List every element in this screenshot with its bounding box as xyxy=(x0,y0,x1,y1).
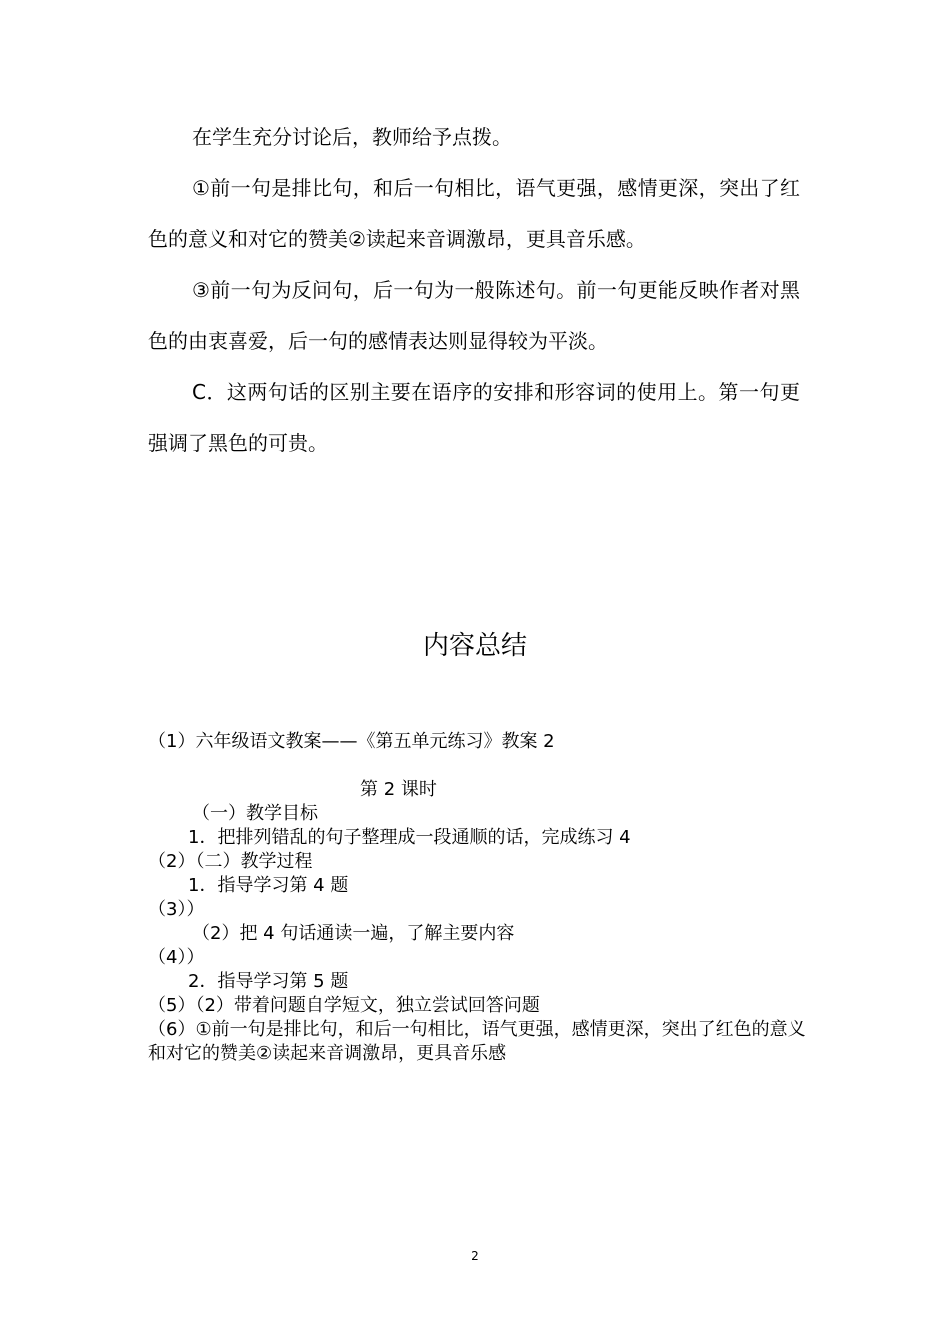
summary-line: （2）（二）教学过程 xyxy=(148,851,313,872)
summary-line: （4）） xyxy=(148,947,205,968)
summary-section xyxy=(148,730,808,754)
page-number: 2 xyxy=(471,1249,479,1263)
summary-line: （3）） xyxy=(148,899,205,920)
summary-line: （6）①前一句是排比句，和后一句相比，语气更强，感情更深，突出了红色的意义和对它的赞美②读起来音调激昂，更具音乐感 xyxy=(148,1019,806,1064)
summary-line: （5）（2）带着问题自学短文，独立尝试回答问题 xyxy=(148,995,540,1016)
summary-line: （一）教学目标 xyxy=(192,803,318,824)
summary-line: 1．指导学习第 4 题 xyxy=(188,875,349,896)
summary-body xyxy=(148,778,808,1066)
body-paragraph-1: 在学生充分讨论后，教师给予点拨。 xyxy=(192,125,512,149)
summary-line: 1．把排列错乱的句子整理成一段通顺的话，完成练习 4 xyxy=(188,827,631,848)
summary-title: 内容总结 xyxy=(422,631,527,661)
body-paragraph-4: C．这两句话的区别主要在语序的安排和形容词的使用上。第一句更强调了黑色的可贵。 xyxy=(148,380,800,455)
summary-line: 2．指导学习第 5 题 xyxy=(188,971,349,992)
summary-line: （2）把 4 句话通读一遍，了解主要内容 xyxy=(192,923,515,944)
summary-heading: （1）六年级语文教案——《第五单元练习》教案 2 xyxy=(148,731,555,752)
lesson-label: 第 2 课时 xyxy=(360,779,437,800)
body-paragraph-3: ③前一句为反问句，后一句为一般陈述句。前一句更能反映作者对黑色的由衷喜爱，后一句的感情表达则显得较为平淡。 xyxy=(148,278,800,353)
body-paragraph-2: ①前一句是排比句，和后一句相比，语气更强，感情更深，突出了红色的意义和对它的赞美②读起来音调激昂，更具音乐感。 xyxy=(148,176,800,251)
